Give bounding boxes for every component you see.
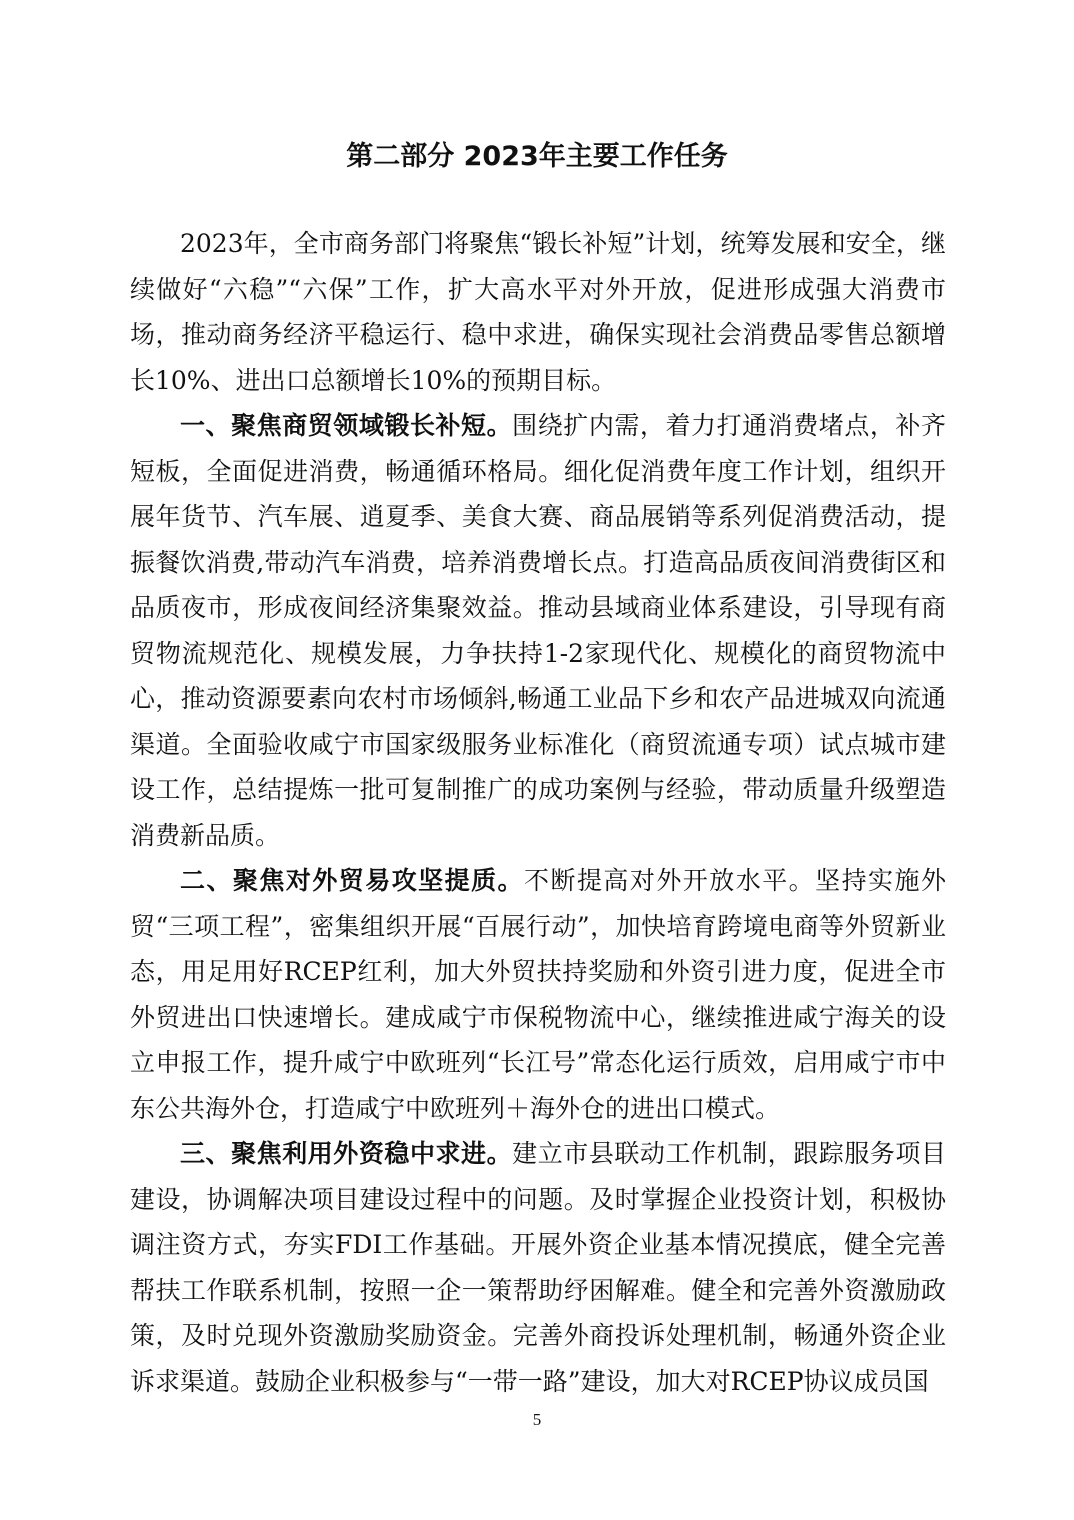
document-body <box>130 221 946 1404</box>
paragraph-commerce <box>130 403 946 858</box>
paragraph-foreign-trade-heading: 二、聚焦对外贸易攻坚提质。 <box>180 866 525 895</box>
paragraph-foreign-investment-heading: 三、聚焦利用外资稳中求进。 <box>180 1139 513 1168</box>
section-title: 第二部分 2023年主要工作任务 <box>346 141 728 172</box>
paragraph-commerce-heading: 一、聚焦商贸领域锻长补短。 <box>180 411 513 440</box>
paragraph-foreign-trade <box>130 858 946 1131</box>
paragraph-foreign-trade-text: 不断提高对外开放水平。坚持实施外贸“三项工程”，密集组织开展“百展行动”，加快培育跨境电商等外贸新业态，用足用好RCEP红利，加大外贸扶持奖励和外资引进力度，促进全市外贸进出口快速增长。建成咸宁市保税物流中心，继续推进咸宁海关的设立申报工作，提升咸宁中欧班列“长江号”常态化运行质效，启用咸宁市中东公共海外仓，打造咸宁中欧班列＋海外仓的进出口模式。 <box>130 866 946 1123</box>
paragraph-intro <box>130 221 946 403</box>
paragraph-foreign-investment-text: 建立市县联动工作机制，跟踪服务项目建设，协调解决项目建设过程中的问题。及时掌握企业投资计划，积极协调注资方式，夯实FDI工作基础。开展外资企业基本情况摸底，健全完善帮扶工作联系机制，按照一企一策帮助纾困解难。健全和完善外资激励政策，及时兑现外资激励奖励资金。完善外商投诉处理机制，畅通外资企业诉求渠道。鼓励企业积极参与“一带一路”建设，加大对RCEP协议成员国 <box>130 1139 946 1396</box>
paragraph-intro-text: 2023年，全市商务部门将聚焦“锻长补短”计划，统筹发展和安全，继续做好“六稳”“六保”工作，扩大高水平对外开放，促进形成强大消费市场，推动商务经济平稳运行、稳中求进，确保实现社会消费品零售总额增长10%、进出口总额增长10%的预期目标。 <box>130 229 946 395</box>
paragraph-foreign-investment <box>130 1131 946 1404</box>
paragraph-commerce-text: 围绕扩内需，着力打通消费堵点，补齐短板，全面促进消费，畅通循环格局。细化促消费年度工作计划，组织开展年货节、汽车展、逍夏季、美食大赛、商品展销等系列促消费活动，提振餐饮消费,带动汽车消费，培养消费增长点。打造高品质夜间消费街区和品质夜市，形成夜间经济集聚效益。推动县域商业体系建设，引导现有商贸物流规范化、规模发展，力争扶持1-2家现代化、规模化的商贸物流中心，推动资源要素向农村市场倾斜,畅通工业品下乡和农产品进城双向流通渠道。全面验收咸宁市国家级服务业标准化（商贸流通专项）试点城市建设工作，总结提炼一批可复制推广的成功案例与经验，带动质量升级塑造消费新品质。 <box>130 411 946 850</box>
page-number: 5 <box>532 1410 542 1429</box>
